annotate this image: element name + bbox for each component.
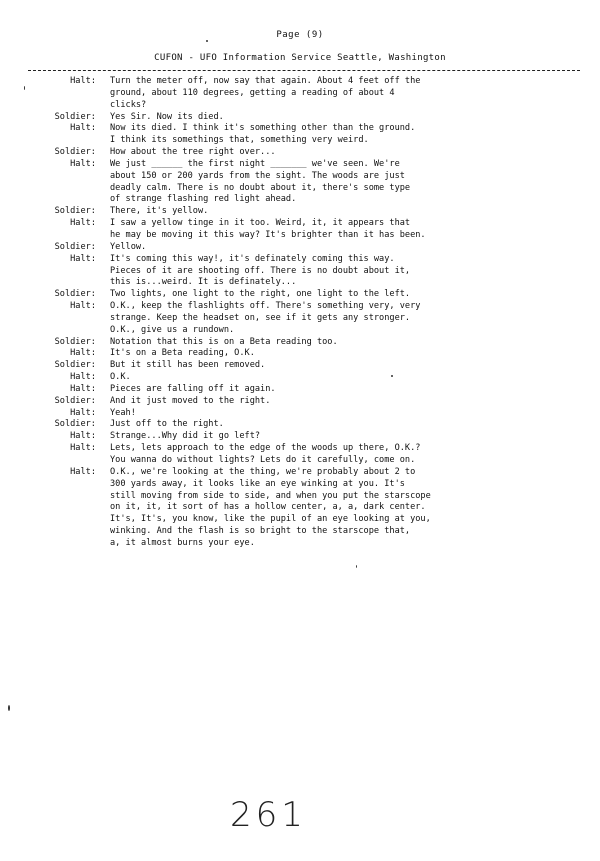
transcript-entry [30, 254, 580, 290]
speaker-label: Halt: [70, 383, 96, 394]
speaker-label: Halt: [70, 348, 96, 359]
speaker-label: Halt: [70, 443, 96, 454]
dialogue-text: Notation that this is on a Beta reading too. [110, 336, 338, 347]
transcript-entry [30, 467, 580, 550]
dialogue-text: Yellow. [110, 241, 147, 252]
transcript-entry [30, 396, 580, 408]
dialogue-text: Now its died. I think it's something other than the ground. I think its somethings that, something very weird. [110, 123, 416, 146]
speaker-label: Halt: [70, 301, 96, 312]
transcript-entry [30, 289, 580, 301]
speaker-label: Halt: [70, 123, 96, 134]
speaker-label: Soldier: [54, 336, 96, 347]
speaker-label: Halt: [70, 76, 96, 86]
speaker-label: Halt: [70, 372, 96, 383]
transcript-entry [30, 159, 580, 206]
dialogue-text: Pieces are falling off it again. [110, 383, 276, 394]
handwritten-page-number: 261 [230, 795, 307, 835]
dialogue-text: Yes Sir. Now its died. [110, 111, 224, 122]
dialogue-text: I saw a yellow tinge in it too. Weird, it, it appears that he may be moving it this way? It's brighter than it has been. [110, 218, 426, 240]
speaker-label: Halt: [70, 158, 96, 169]
transcript-entry [30, 431, 580, 443]
transcript-entry [30, 301, 580, 337]
scan-speck [8, 705, 10, 711]
speaker-label: Soldier: [54, 360, 96, 371]
speaker-label: Soldier: [54, 147, 96, 158]
dialogue-text: Turn the meter off, now say that again. About 4 feet off the ground, about 110 degrees, getting a reading of about 4 clicks? [110, 76, 421, 110]
dialogue-text: O.K., we're looking at the thing, we're probably about 2 to 300 yards away, it looks like an eye winking at you. It's still moving from side to side, and when you put the starscope on it, it, it sort of has a hollow center, a, a, dark center. It's, It's, you know, like the pupil of an eye looking at you, winking. And the flash is so bright to the starscope that, a, it almost burns your eye. [110, 466, 431, 548]
dialogue-text: O.K. [110, 372, 131, 383]
transcript-entry [30, 419, 580, 431]
dialogue-text: Two lights, one light to the right, one light to the left. [110, 289, 411, 300]
speaker-label: Soldier: [54, 206, 96, 217]
transcript [30, 76, 580, 550]
transcript-entry [30, 218, 580, 242]
transcript-entry [30, 112, 580, 124]
speaker-label: Halt: [70, 253, 96, 264]
dialogue-text: We just ______ the first night _______ we've seen. We're about 150 or 200 yards from the sight. The woods are just deadly calm. There is no doubt about it, there's some type of strange flashing red light ahead. [110, 158, 411, 205]
transcript-entry [30, 384, 580, 396]
dialogue-text: O.K., keep the flashlights off. There's something very, very strange. Keep the headset on, see if it gets any stronger. O.K., give us a rundown. [110, 301, 421, 335]
transcript-entry [30, 443, 580, 467]
transcript-entry [30, 408, 580, 420]
dialogue-text: It's on a Beta reading, O.K. [110, 348, 255, 359]
page-number: Page (9) [276, 30, 324, 40]
dialogue-text: But it still has been removed. [110, 360, 266, 371]
transcript-entry [30, 360, 580, 372]
speaker-label: Halt: [70, 466, 96, 477]
transcript-entry [30, 123, 580, 147]
dialogue-text: Lets, lets approach to the edge of the woods up there, O.K.? You wanna do without lights? Lets do it carefully, come on. [110, 443, 421, 465]
transcript-entry [30, 348, 580, 360]
speaker-label: Halt: [70, 407, 96, 418]
speaker-label: Halt: [70, 218, 96, 229]
dialogue-text: It's coming this way!, it's definately coming this way. Pieces of it are shooting off. There is no doubt about it, this is...weird. It is definately... [110, 253, 411, 288]
dialogue-text: And it just moved to the right. [110, 395, 271, 406]
header-divider [28, 70, 580, 71]
scan-speck [24, 86, 25, 90]
speaker-label: Soldier: [54, 419, 96, 430]
dialogue-text: Just off to the right. [110, 419, 224, 430]
dialogue-text: There, it's yellow. [110, 206, 209, 217]
dialogue-text: Strange...Why did it go left? [110, 431, 261, 442]
dialogue-text: How about the tree right over... [110, 147, 276, 158]
transcript-entry [30, 147, 580, 159]
transcript-entry [30, 242, 580, 254]
scan-speck [206, 40, 208, 42]
speaker-label: Soldier: [54, 111, 96, 122]
scan-speck [356, 565, 357, 568]
dialogue-text: Yeah! [110, 407, 136, 418]
speaker-label: Soldier: [54, 395, 96, 406]
transcript-entry [30, 337, 580, 349]
scan-speck [391, 375, 393, 377]
speaker-label: Halt: [70, 431, 96, 442]
speaker-label: Soldier: [54, 241, 96, 252]
transcript-entry [30, 76, 580, 112]
speaker-label: Soldier: [54, 289, 96, 300]
document-header: CUFON - UFO Information Service Seattle, Washington [154, 53, 446, 63]
transcript-entry [30, 372, 580, 384]
transcript-entry [30, 206, 580, 218]
